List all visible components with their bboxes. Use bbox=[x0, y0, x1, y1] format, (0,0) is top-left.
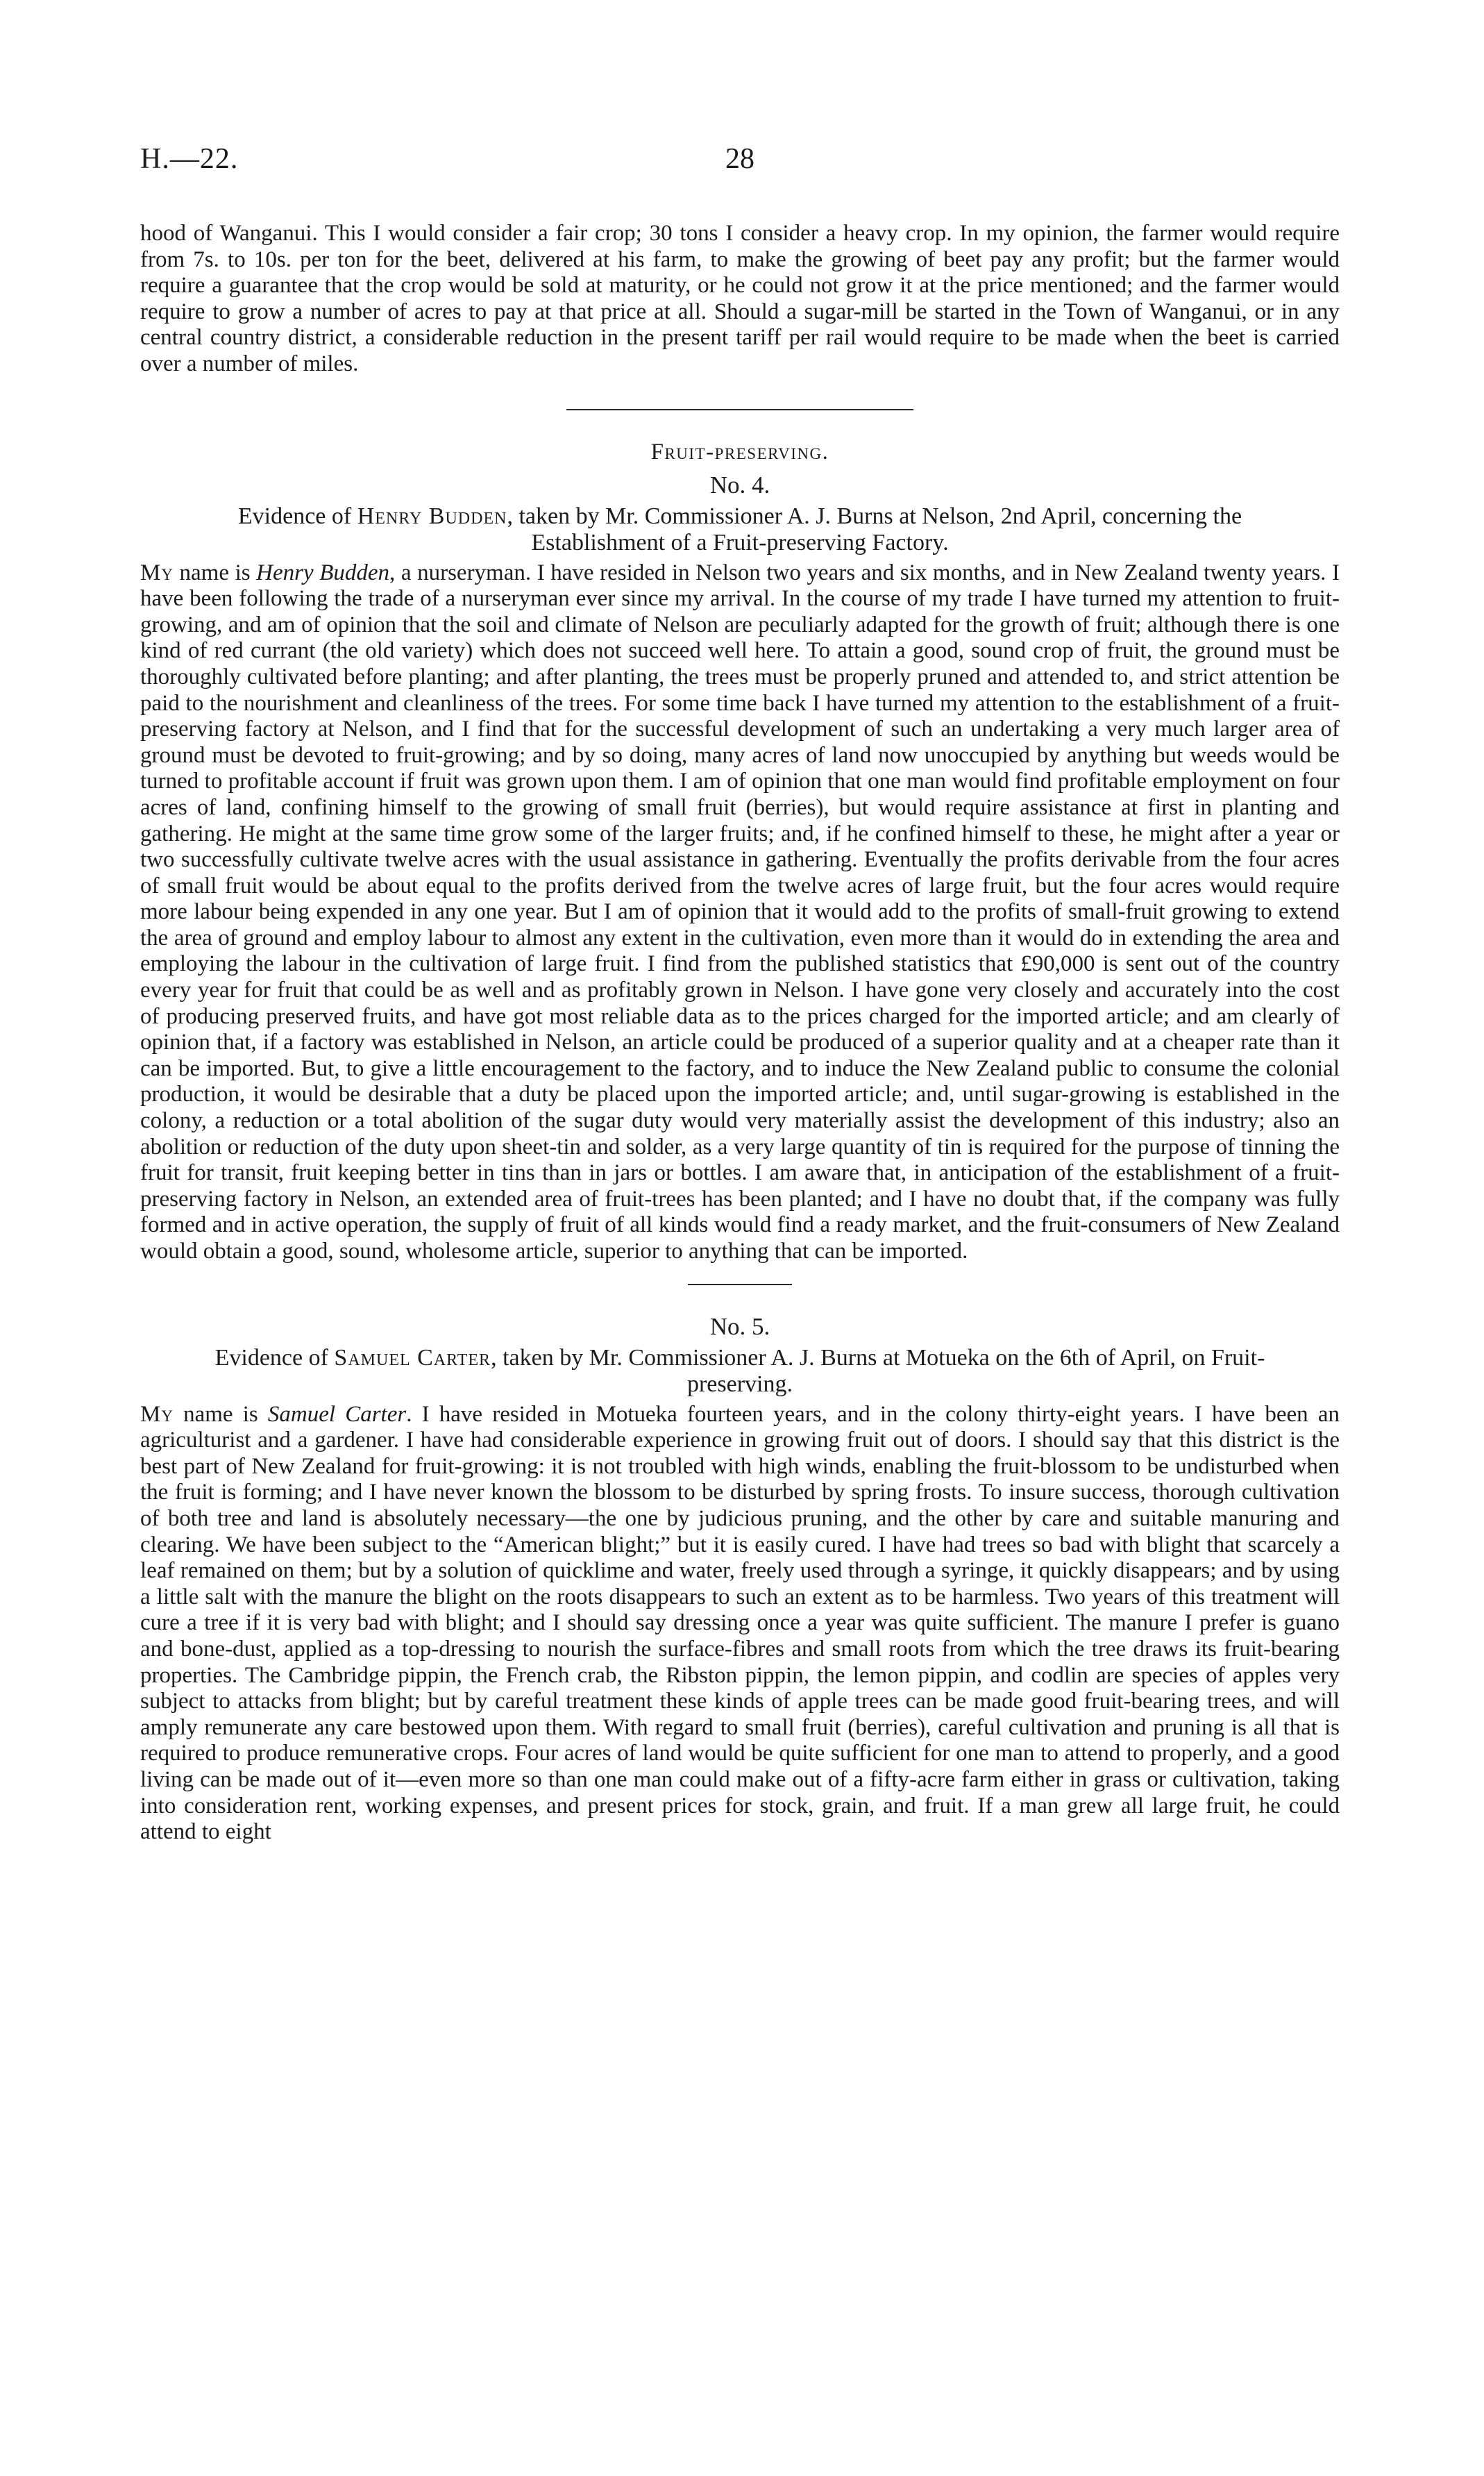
page-number: 28 bbox=[725, 143, 754, 175]
evidence-entry-5 bbox=[140, 1313, 1340, 1846]
testimony-name-intro: name is bbox=[173, 560, 257, 585]
page-body bbox=[140, 221, 1340, 1846]
intro-paragraph: hood of Wanganui. This I would consider a fair crop; 30 tons I consider a heavy crop. In my opinion, the farmer would require from 7s. to 10s. per ton for the beet, delivered at his farm, to make the growing of beet pay any profit; but the farmer would require a guarantee that the crop would be sold at maturity, or he could not grow it at the price mentioned; and the farmer would require to grow a number of acres to pay at that price at all. Should a sugar-mill be started in the Town of Wanganui, or in any central country district, a considerable reduction in the present tariff per rail would require to be made when the beet is carried over a number of miles. bbox=[140, 221, 1340, 376]
testimony-witness-name: Samuel Carter bbox=[267, 1401, 407, 1427]
entry-number: No. 4. bbox=[709, 471, 770, 499]
evidence-prefix: Evidence of bbox=[214, 1344, 328, 1371]
entry-number: No. 5. bbox=[709, 1312, 770, 1340]
testimony-body: . I have resided in Motueka fourteen years, and in the colony thirty-eight years. I have been an agriculturist and a gardener. I have had considerable experience in growing fruit out of doors. I should say that this district is the best part of New Zealand for fruit-growing: it is not troubled with high winds, enabling the fruit-blossom to be undisturbed when the fruit is forming; and I have never known the blossom to be disturbed by spring frosts. To insure success, thorough cultivation of both tree and land is absolutely necessary—the one by judicious pruning, and the other by care and suitable manuring and clearing. We have been subject to the “American blight;” but it is easily cured. I have had trees so bad with blight that scarcely a leaf remained on them; but by a solution of quicklime and water, freely used through a syringe, it quickly disappears; and by using a little salt with the manure the blight on the roots disappears to such an extent as to be harmless. Two years of this treatment will cure a tree if it is very bad with blight; and I should say dressing once a year was quite sufficient. The manure I prefer is guano and bone-dust, applied as a top-dressing to nourish the surface-fibres and small roots from which the tree draws its fruit-bearing properties. The Cambridge pippin, the French crab, the Ribston pippin, the lemon pippin, and codlin are species of apples very subject to attacks from blight; but by careful treatment these kinds of apple trees can be made good fruit-bearing trees, and will amply remunerate any care bestowed upon them. With regard to small fruit (berries), careful cultivation and pruning is all that is required to produce remunerative crops. Four acres of land would be quite sufficient for one man to attend to properly, and a good living can be made out of it—even more so than one man could make out of a fifty-acre farm either in grass or cultivation, taking into consideration rent, working expenses, and present prices for stock, grain, and fruit. If a man grew all large fruit, he could attend to eight bbox=[140, 1401, 1340, 1845]
section-title: Fruit-preserving. bbox=[650, 439, 829, 465]
witness-name: Samuel Carter bbox=[334, 1344, 491, 1371]
entry-divider bbox=[688, 1284, 792, 1285]
evidence-details: , taken by Mr. Commissioner A. J. Burns at Motueka on the 6th of April, on Fruit-preserving. bbox=[491, 1344, 1265, 1397]
section-divider bbox=[566, 409, 913, 410]
evidence-prefix: Evidence of bbox=[237, 503, 352, 529]
evidence-entry-4 bbox=[140, 471, 1340, 1265]
testimony-name-intro: name is bbox=[173, 1401, 268, 1427]
testimony-paragraph bbox=[140, 1402, 1340, 1846]
witness-name: Henry Budden bbox=[357, 503, 507, 529]
document-reference: H.—22. bbox=[140, 143, 239, 175]
testimony-paragraph bbox=[140, 560, 1340, 1265]
testimony-opening: My bbox=[140, 1401, 174, 1427]
evidence-details: , taken by Mr. Commissioner A. J. Burns at Nelson, 2nd April, concerning the Establishment of a Fruit-preserving Factory. bbox=[507, 503, 1242, 555]
page-header bbox=[140, 142, 1340, 184]
evidence-heading bbox=[140, 503, 1340, 556]
testimony-body: , a nurseryman. I have resided in Nelson two years and six months, and in New Zealand twenty years. I have been following the trade of a nurseryman ever since my arrival. In the course of my trade I have turned my attention to fruit-growing, and am of opinion that the soil and climate of Nelson are peculiarly adapted for the growth of fruit; although there is one kind of red currant (the old variety) which does not succeed well here. To attain a good, sound crop of fruit, the ground must be thoroughly cultivated before planting; and after planting, the trees must be properly pruned and attended to, and strict attention be paid to the nourishment and cleanliness of the trees. For some time back I have turned my attention to the establishment of a fruit-preserving factory at Nelson, and I find that for the successful development of such an undertaking a very much larger area of ground must be devoted to fruit-growing; and by so doing, many acres of land now unoccupied by anything but weeds would be turned to profitable account if fruit was grown upon them. I am of opinion that one man would find profitable employment on four acres of land, confining himself to the growing of small fruit (berries), but would require assistance at first in planting and gathering. He might at the same time grow some of the larger fruits; and, if he confined himself to these, he might after a year or two successfully cultivate twelve acres with the usual assistance in gathering. Eventually the profits derivable from the four acres of small fruit would be about equal to the profits derived from the twelve acres of large fruit, but the four acres would require more labour being expended in any one year. But I am of opinion that it would add to the profits of small-fruit growing to extend the area of ground and employ labour to almost any extent in the cultivation, even more than it would do in extending the area and employing the labour in the cultivation of large fruit. I find from the published statistics that £90,000 is sent out of the country every year for fruit that could be as well and as profitably grown in Nelson. I have gone very closely and accurately into the cost of producing preserved fruits, and have got most reliable data as to the prices charged for the imported article; and am clearly of opinion that, if a factory was established in Nelson, an article could be produced of a superior quality and at a cheaper rate than it can be imported. But, to give a little encouragement to the factory, and to induce the New Zealand public to consume the colonial production, it would be desirable that a duty be placed upon the imported article; and, until sugar-growing is established in the colony, a reduction or a total abolition of the sugar duty would very materially assist the development of this industry; also an abolition or reduction of the duty upon sheet-tin and solder, as a very large quantity of tin is required for the purpose of tinning the fruit for transit, fruit keeping better in tins than in jars or bottles. I am aware that, in anticipation of the establishment of a fruit-preserving factory in Nelson, an extended area of fruit-trees has been planted; and I have no doubt that, if the company was fully formed and in active operation, the supply of fruit of all kinds would find a ready market, and the fruit-consumers of New Zealand would obtain a good, sound, wholesome article, superior to anything that can be imported. bbox=[140, 560, 1340, 1264]
testimony-opening: My bbox=[140, 560, 174, 585]
evidence-heading bbox=[140, 1345, 1340, 1398]
testimony-witness-name: Henry Budden bbox=[256, 560, 390, 585]
